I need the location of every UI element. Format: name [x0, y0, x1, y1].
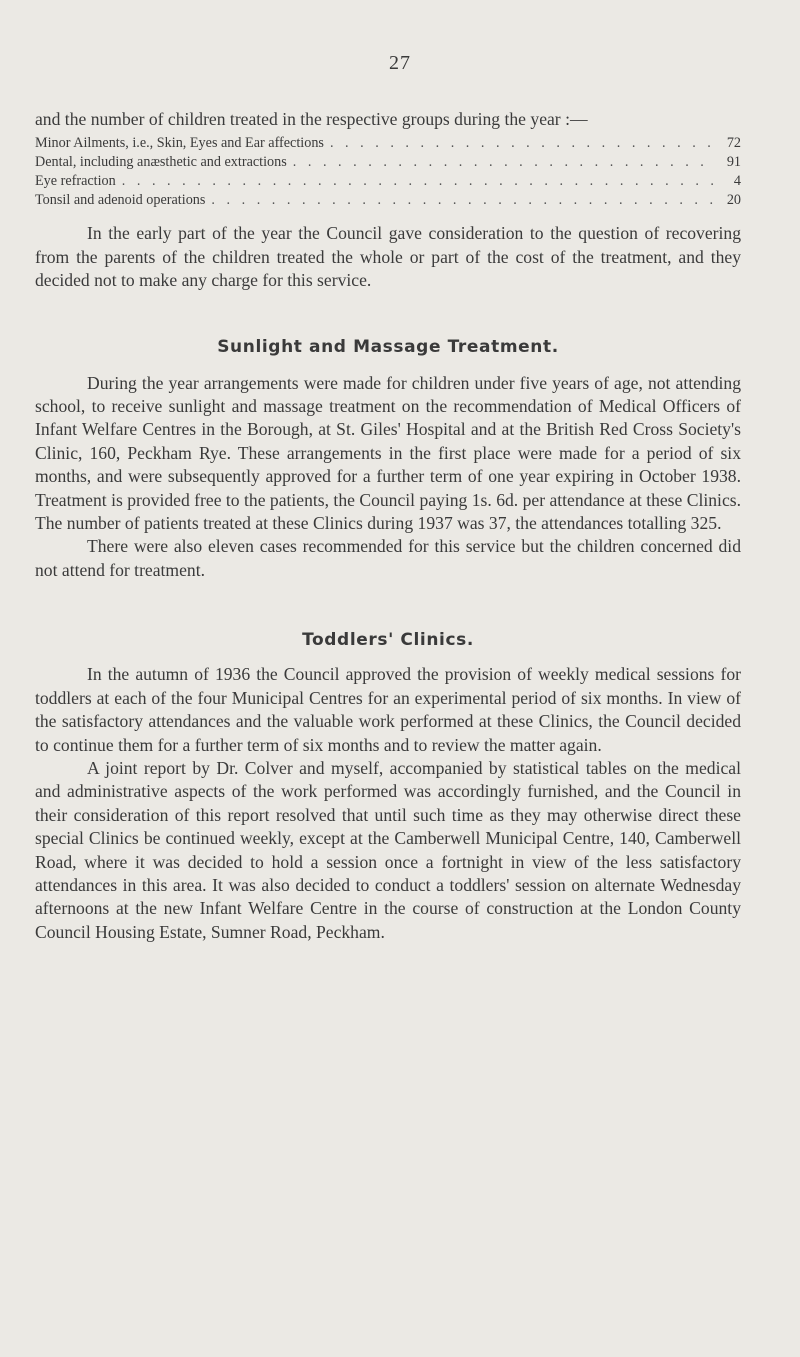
treatment-row: [35, 153, 741, 172]
cost-paragraph: In the early part of the year the Council gave consideration to the question of recovering from the parents of the children treated the whole or part of the cost of the treatment, and they decided not to make any charge for this service.: [35, 223, 741, 291]
treatment-table: [35, 134, 741, 210]
treatment-row: [35, 134, 741, 153]
page-number: 27: [389, 52, 411, 74]
leader-dots: [122, 172, 715, 191]
treatment-label: Tonsil and adenoid operations: [35, 192, 206, 209]
treatment-row: [35, 172, 741, 191]
section-heading-toddlers: Toddlers' Clinics.: [302, 630, 474, 651]
section-heading-sunlight: Sunlight and Massage Treatment.: [217, 336, 559, 357]
leader-dots: [293, 153, 715, 172]
leader-dots: [211, 191, 715, 210]
treatment-label: Minor Ailments, i.e., Skin, Eyes and Ear affections: [35, 135, 324, 152]
treatment-count: 4: [733, 173, 741, 190]
toddlers-paragraph: In the autumn of 1936 the Council approved the provision of weekly medical sessions for toddlers at each of the four Municipal Centres for an experimental period of six months. In view of the satisfactory attendances and the valuable work performed at these Clinics, the Council decided to continue them for a further term of six months and to review the matter again.: [35, 664, 741, 755]
treatment-row: [35, 191, 741, 210]
sunlight-paragraph: During the year arrangements were made for children under five years of age, not attending school, to receive sunlight and massage treatment on the recommendation of Medical Officers of Infant Welfare Centres in the Borough, at St. Giles' Hospital and at the British Red Cross Society's Clinic, 160, Peckham Rye. These arrangements in the first place were made for a period of six months, and were subsequently approved for a further term of one year expiring in October 1938. Treatment is provided free to the patients, the Council paying 1s. 6d. per attendance at these Clinics. The number of patients treated at these Clinics during 1937 was 37, the attendances totalling 325.: [35, 372, 741, 534]
treatment-label: Dental, including anæsthetic and extractions: [35, 154, 287, 171]
treatment-count: 91: [726, 154, 741, 171]
treatment-label: Eye refraction: [35, 173, 116, 190]
toddlers-paragraph: A joint report by Dr. Colver and myself, accompanied by statistical tables on the medical and administrative aspects of the work performed was accordingly furnished, and the Council in their consideration of this report resolved that until such time as they may otherwise direct these special Clinics be continued weekly, except at the Camberwell Municipal Centre, 140, Camberwell Road, where it was decided to hold a session once a fortnight in view of the less satisfactory attendances in this area. It was also decided to conduct a toddlers' session on alternate Wednesday afternoons at the new Infant Welfare Centre in the course of construction at the London County Council Housing Estate, Sumner Road, Peckham.: [35, 757, 741, 942]
intro-text: and the number of children treated in the respective groups during the year :—: [35, 109, 588, 129]
treatment-count: 72: [726, 135, 741, 152]
leader-dots: [330, 134, 715, 153]
sunlight-paragraph: There were also eleven cases recommended for this service but the children concerned did not attend for treatment.: [35, 536, 741, 580]
page-content: [35, 108, 741, 944]
treatment-count: 20: [726, 192, 741, 209]
